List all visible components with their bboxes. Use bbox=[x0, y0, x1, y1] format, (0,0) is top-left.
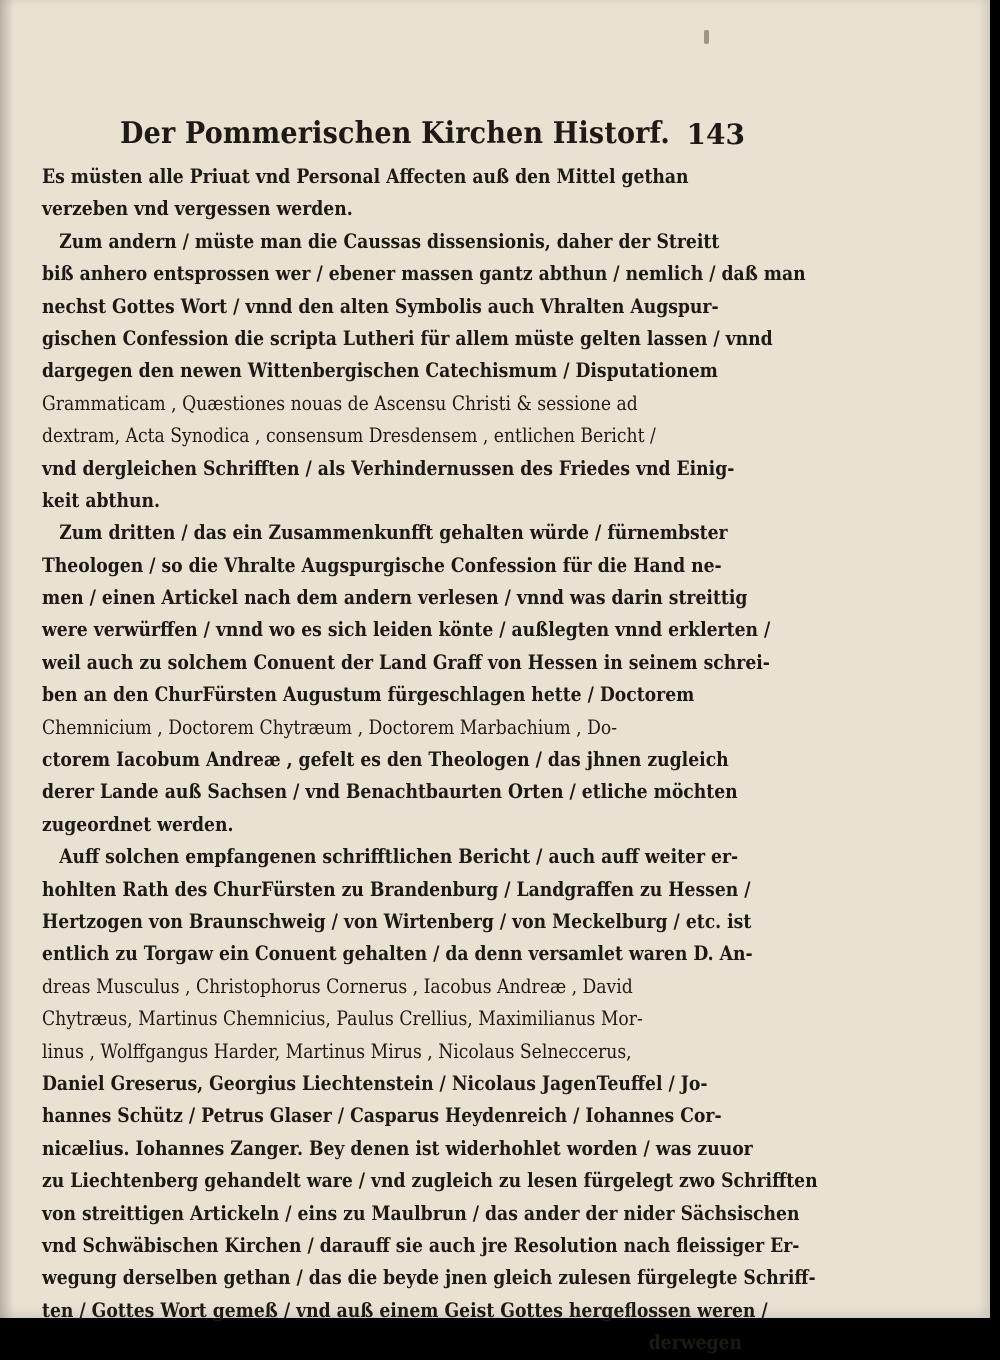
text-line: zugeordnet werden. bbox=[42, 811, 234, 836]
text-line: ctorem Iacobum Andreæ , gefelt es den Theologen / das jhnen zugleich bbox=[42, 747, 729, 772]
text-line: nicælius. Iohannes Zanger. Bey denen ist widerhohlet worden / was zuuor bbox=[42, 1135, 753, 1160]
text-line: vnd Schwäbischen Kirchen / darauff sie auch jre Resolution nach fleissiger Er- bbox=[42, 1232, 800, 1257]
page-header bbox=[120, 116, 745, 158]
text-line: von streittigen Artickeln / eins zu Maulbrun / das ander der nider Sächsischen bbox=[42, 1200, 800, 1225]
text-line: biß anhero entsprossen wer / ebener massen gantz abthun / nemlich / daß man bbox=[42, 261, 806, 286]
text-line: Es müsten alle Priuat vnd Personal Affecten auß den Mittel gethan bbox=[42, 164, 689, 188]
body-text bbox=[42, 160, 818, 1358]
text-line: dreas Musculus , Christophorus Cornerus , Iacobus Andreæ , David bbox=[42, 973, 633, 998]
text-line: ben an den ChurFürsten Augustum fürgeschlagen hette / Doctorem bbox=[42, 682, 695, 707]
text-line: Zum andern / müste man die Caussas dissensionis, daher der Streitt bbox=[59, 228, 720, 253]
text-line: Zum dritten / das ein Zusammenkunfft gehalten würde / fürnembster bbox=[59, 520, 728, 545]
text-line: linus , Wolffgangus Harder, Martinus Mirus , Nicolaus Selneccerus, bbox=[42, 1038, 632, 1063]
text-line: derer Lande auß Sachsen / vnd Benachtbaurten Orten / etliche möchten bbox=[42, 779, 738, 804]
text-line: dextram, Acta Synodica , consensum Dresdensem , entlichen Bericht / bbox=[42, 423, 656, 448]
text-line: men / einen Artickel nach dem andern verlesen / vnnd was darin streittig bbox=[42, 585, 748, 610]
text-line: keit abthun. bbox=[42, 487, 160, 512]
text-line: gischen Confession die scripta Lutheri für allem müste gelten lassen / vnnd bbox=[42, 325, 773, 350]
text-line: verzeben vnd vergessen werden. bbox=[42, 196, 353, 221]
text-line: wegung derselben gethan / das die beyde jnen gleich zulesen fürgelegte Schriff- bbox=[42, 1265, 816, 1290]
text-line: hohlten Rath des ChurFürsten zu Brandenburg / Landgraffen zu Hessen / bbox=[42, 876, 751, 901]
text-line: nechst Gottes Wort / vnnd den alten Symbolis auch Vhralten Augspur- bbox=[42, 293, 719, 318]
text-line: Grammaticam , Quæstiones nouas de Ascensu Christi & sessione ad bbox=[42, 390, 638, 415]
text-line: zu Liechtenberg gehandelt ware / vnd zugleich zu lesen fürgelegt zwo Schrifften bbox=[42, 1168, 818, 1193]
text-line: Daniel Greserus, Georgius Liechtenstein / Nicolaus JagenTeuffel / Jo- bbox=[42, 1070, 708, 1095]
running-title: Der Pommerischen Kirchen Historf. bbox=[120, 116, 670, 151]
text-line: weil auch zu solchem Conuent der Land Graff von Hessen in seinem schrei- bbox=[42, 649, 770, 674]
text-line: Theologen / so die Vhralte Augspurgische Confession für die Hand ne- bbox=[42, 552, 722, 577]
text-line: dargegen den newen Wittenbergischen Catechismum / Disputationem bbox=[42, 358, 718, 383]
ink-smudge bbox=[704, 30, 709, 44]
catchword: derwegen bbox=[648, 1330, 742, 1355]
page-number: 143 bbox=[686, 118, 745, 151]
text-line: hannes Schütz / Petrus Glaser / Casparus Heydenreich / Iohannes Cor- bbox=[42, 1103, 722, 1128]
text-line: were verwürffen / vnnd wo es sich leiden könte / außlegten vnnd erklerten / bbox=[42, 617, 771, 642]
text-line: ten / Gottes Wort gemeß / vnd auß einem Geist Gottes hergeflossen weren / bbox=[42, 1297, 768, 1322]
text-line: Chytræus, Martinus Chemnicius, Paulus Crellius, Maximilianus Mor- bbox=[42, 1006, 643, 1031]
text-line: Auff solchen empfangenen schrifftlichen Bericht / auch auff weiter er- bbox=[59, 844, 739, 869]
text-line: vnd dergleichen Schrifften / als Verhindernussen des Friedes vnd Einig- bbox=[42, 455, 735, 480]
text-line: Chemnicium , Doctorem Chytræum , Doctorem Marbachium , Do- bbox=[42, 714, 618, 739]
text-line: entlich zu Torgaw ein Conuent gehalten / da denn versamlet waren D. An- bbox=[42, 941, 753, 966]
text-line: Hertzogen von Braunschweig / von Wirtenberg / von Meckelburg / etc. ist bbox=[42, 908, 752, 933]
